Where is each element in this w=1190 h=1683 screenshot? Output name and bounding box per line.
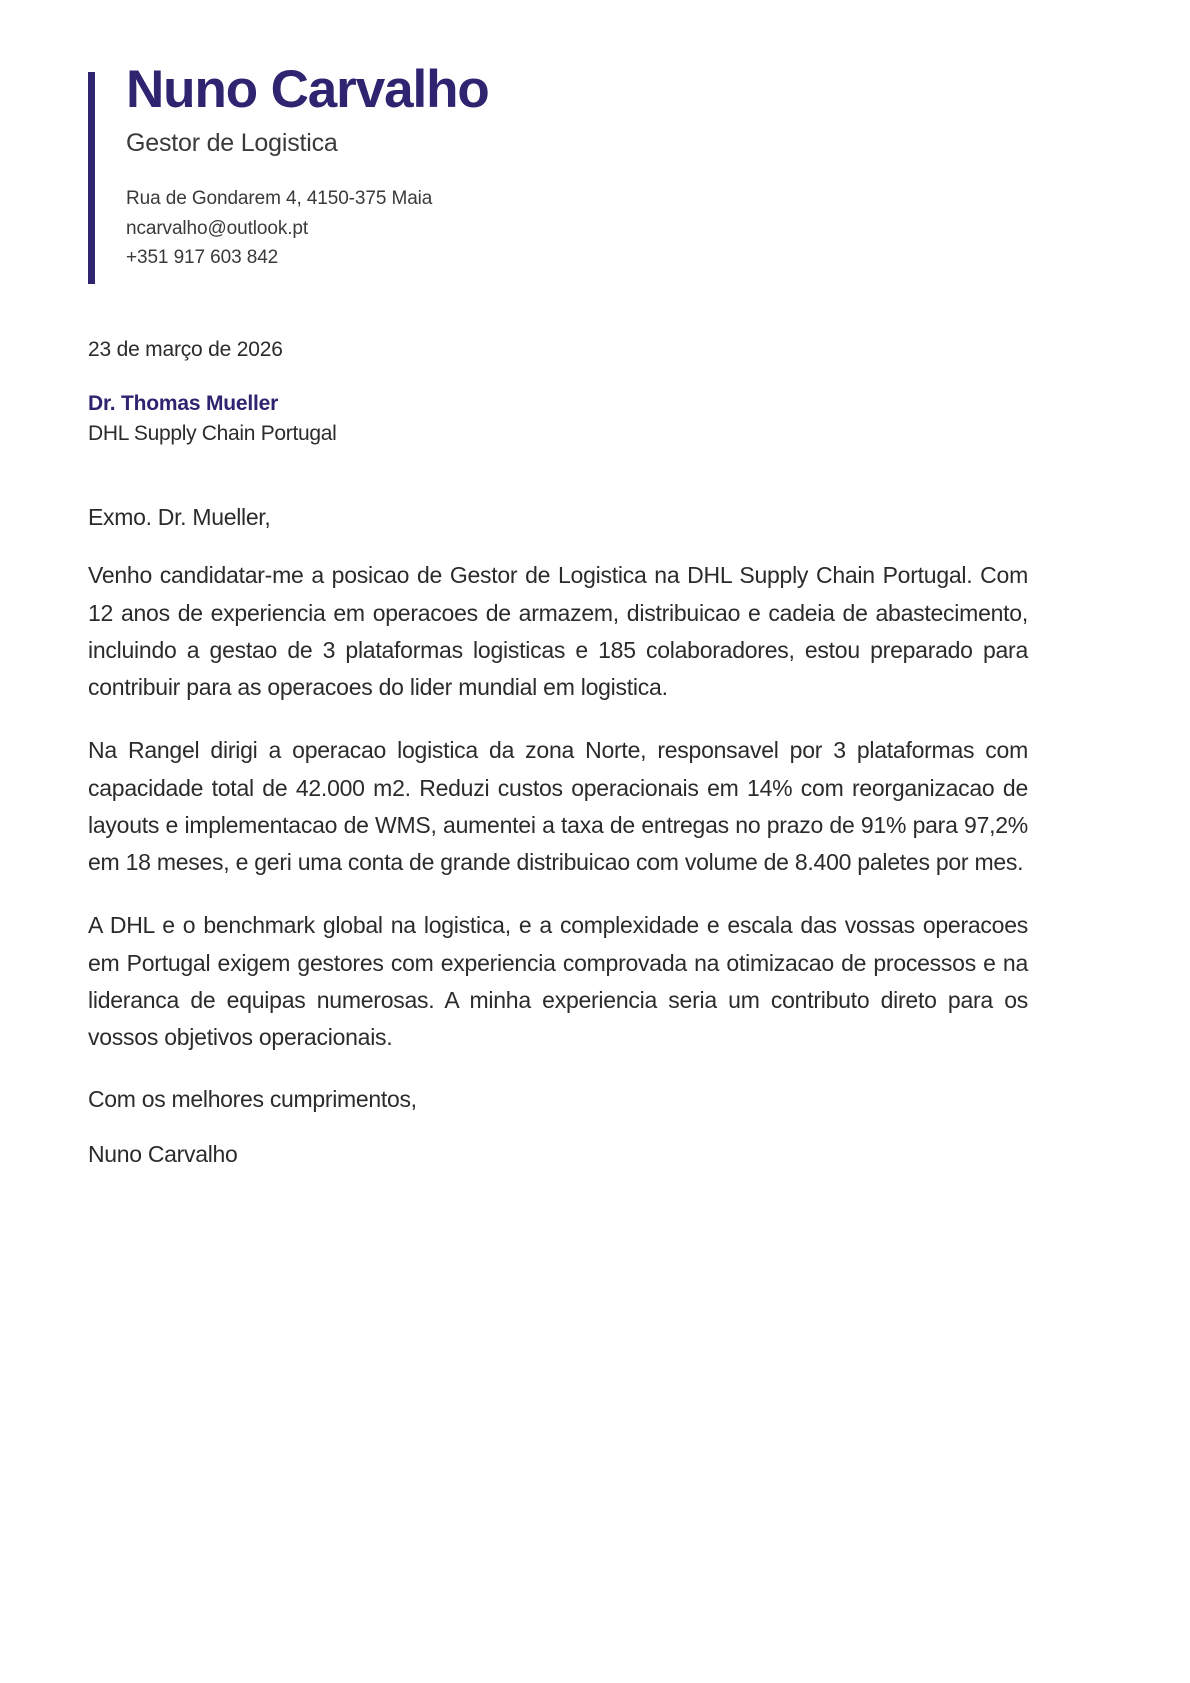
salutation: Exmo. Dr. Mueller, (88, 504, 271, 531)
contact-address: Rua de Gondarem 4, 4150-375 Maia (126, 188, 433, 210)
body-paragraph: Na Rangel dirigi a operacao logistica da zona Norte, responsavel por 3 plataformas com capacidade total de 42.000 m2. Reduzi custos operacionais em 14% com reorganizacao de layouts e implementacao de WMS, aumentei a taxa de entregas no prazo de 91% para 97,2% em 18 meses, e geri uma conta de grande distribuicao com volume de 8.400 paletes por mes. (88, 737, 1028, 876)
recipient-block (88, 392, 1028, 446)
letter-date: 23 de março de 2026 (88, 338, 283, 362)
contact-email: ncarvalho@outlook.pt (126, 217, 309, 239)
contact-phone: +351 917 603 842 (126, 247, 279, 269)
contact-block (126, 184, 1018, 272)
recipient-company: DHL Supply Chain Portugal (88, 422, 337, 446)
closing-line: Com os melhores cumprimentos, (88, 1086, 417, 1113)
letter-body (88, 338, 1028, 1168)
accent-bar (88, 72, 95, 284)
body-paragraph: Venho candidatar-me a posicao de Gestor de Logistica na DHL Supply Chain Portugal. Com 12 anos de experiencia em operacoes de armazem, distribuicao e cadeia de abastecimento, incluindo a gestao de 3 plataformas logisticas e 185 colaboradores, estou preparado para contribuir para as operacoes do lider mundial em logistica. (88, 562, 1028, 701)
sender-job-title: Gestor de Logistica (126, 129, 338, 158)
recipient-name: Dr. Thomas Mueller (88, 392, 279, 416)
signature-name: Nuno Carvalho (88, 1141, 238, 1168)
body-paragraph: A DHL e o benchmark global na logistica, e a complexidade e escala das vossas operacoes em Portugal exigem gestores com experiencia comprovada na otimizacao de processos e na lideranca de equipas numerosas. A minha experiencia seria um contributo direto para os vossos objetivos operacionais. (88, 912, 1028, 1051)
sender-name: Nuno Carvalho (126, 60, 489, 119)
letterhead (88, 62, 1018, 272)
